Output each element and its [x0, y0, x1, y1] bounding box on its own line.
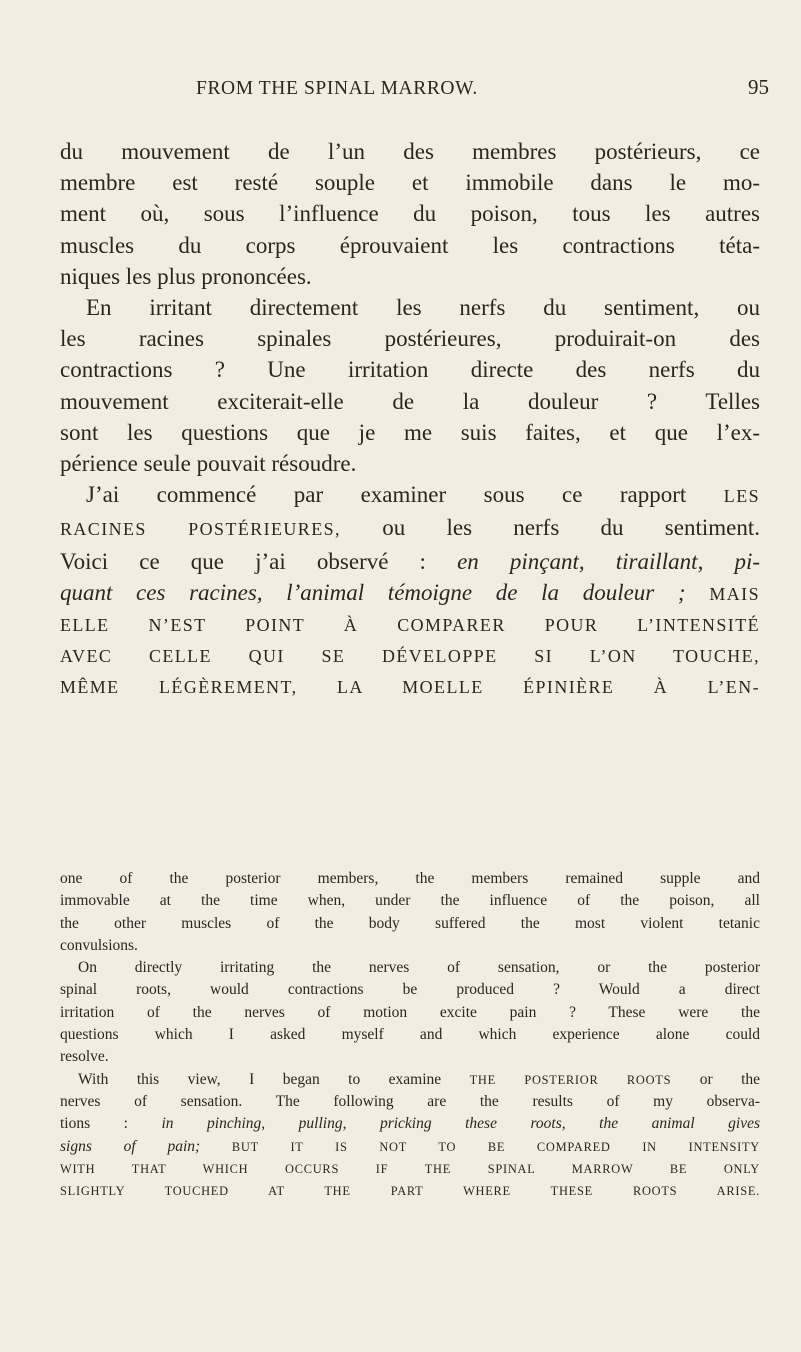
text-run: tions :	[60, 1115, 162, 1133]
text-line: du mouvement de l’un des membres postérieurs, ce	[60, 139, 760, 164]
text-line: ment où, sous l’influence du poison, tous les autres	[60, 201, 760, 227]
english-translation-block	[60, 868, 760, 1202]
text-line: irritation of the nerves of motion excite pain ? These were the	[60, 1003, 760, 1021]
text-line	[60, 546, 760, 577]
text-line	[60, 479, 760, 512]
text-line	[60, 577, 760, 610]
text-line	[60, 1136, 760, 1158]
text-line: En irritant directement les nerfs du sentiment, ou	[86, 295, 760, 321]
text-run: Voici ce que j’ai observé :	[60, 548, 458, 574]
text-line: immovable at the time when, under the influence of the poison, all	[60, 892, 760, 910]
small-caps-run: LES	[723, 486, 760, 507]
text-line: nerves of sensation. The following are the results of my observa-	[60, 1092, 760, 1110]
small-caps-run: BUT IT IS NOT TO BE COMPARED IN INTENSITY	[200, 1139, 760, 1154]
text-line: sont les questions que je me suis faites, et que l’ex-	[60, 419, 760, 445]
text-line: périence seule pouvait résoudre.	[60, 451, 357, 477]
small-caps-run: RACINES POSTÉRIEURES,	[60, 519, 341, 540]
text-line: les racines spinales postérieures, produirait-on des	[60, 326, 760, 352]
text-line	[60, 1069, 760, 1091]
small-caps-line: SLIGHTLY TOUCHED AT THE PART WHERE THESE ROOTS ARISE.	[60, 1184, 760, 1199]
small-caps-run: THE POSTERIOR ROOTS	[469, 1072, 672, 1087]
text-line: membre est resté souple et immobile dans le mo-	[60, 170, 760, 196]
small-caps-run: MAIS	[685, 583, 760, 604]
text-line: questions which I asked myself and which experience alone could	[60, 1026, 760, 1044]
text-run: or the	[671, 1070, 760, 1088]
italic-run: en pinçant, tiraillant, pi-	[457, 548, 760, 574]
french-text-block	[60, 136, 760, 704]
small-caps-line: WITH THAT WHICH OCCURS IF THE SPINAL MARROW BE ONLY	[60, 1161, 760, 1176]
running-title: FROM THE SPINAL MARROW.	[196, 78, 478, 99]
page-number: 95	[748, 75, 769, 99]
text-line: the other muscles of the body suffered the most violent tetanic	[60, 914, 760, 932]
text-line: mouvement exciterait-elle de la douleur ? Telles	[60, 388, 760, 414]
small-caps-line: ELLE N’EST POINT À COMPARER POUR L’INTENSITÉ	[60, 615, 760, 636]
text-line: resolve.	[60, 1048, 109, 1066]
text-line: niques les plus prononcées.	[60, 263, 312, 289]
text-line	[60, 512, 760, 545]
text-line: muscles du corps éprouvaient les contractions téta-	[60, 232, 760, 258]
italic-run: in pinching, pulling, pricking these roots, the animal gives	[161, 1115, 760, 1133]
text-line: spinal roots, would contractions be produced ? Would a direct	[60, 981, 760, 999]
text-line: convulsions.	[60, 936, 138, 954]
text-run: J’ai commencé par examiner sous ce rapport	[86, 482, 724, 508]
text-line	[60, 1113, 760, 1135]
text-run: With this view, I began to examine	[78, 1070, 470, 1088]
small-caps-line: MÊME LÉGÈREMENT, LA MOELLE ÉPINIÈRE À L’EN-	[60, 677, 760, 698]
text-line: On directly irritating the nerves of sensation, or the posterior	[78, 959, 760, 977]
text-line: contractions ? Une irritation directe des nerfs du	[60, 357, 760, 383]
italic-run: signs of pain;	[60, 1137, 201, 1155]
italic-run: quant ces racines, l’animal témoigne de la douleur ;	[60, 579, 686, 605]
text-run: ou les nerfs du sentiment.	[340, 515, 760, 541]
text-line: one of the posterior members, the members remained supple and	[60, 870, 760, 887]
small-caps-line: AVEC CELLE QUI SE DÉVELOPPE SI L’ON TOUCHE,	[60, 646, 760, 667]
